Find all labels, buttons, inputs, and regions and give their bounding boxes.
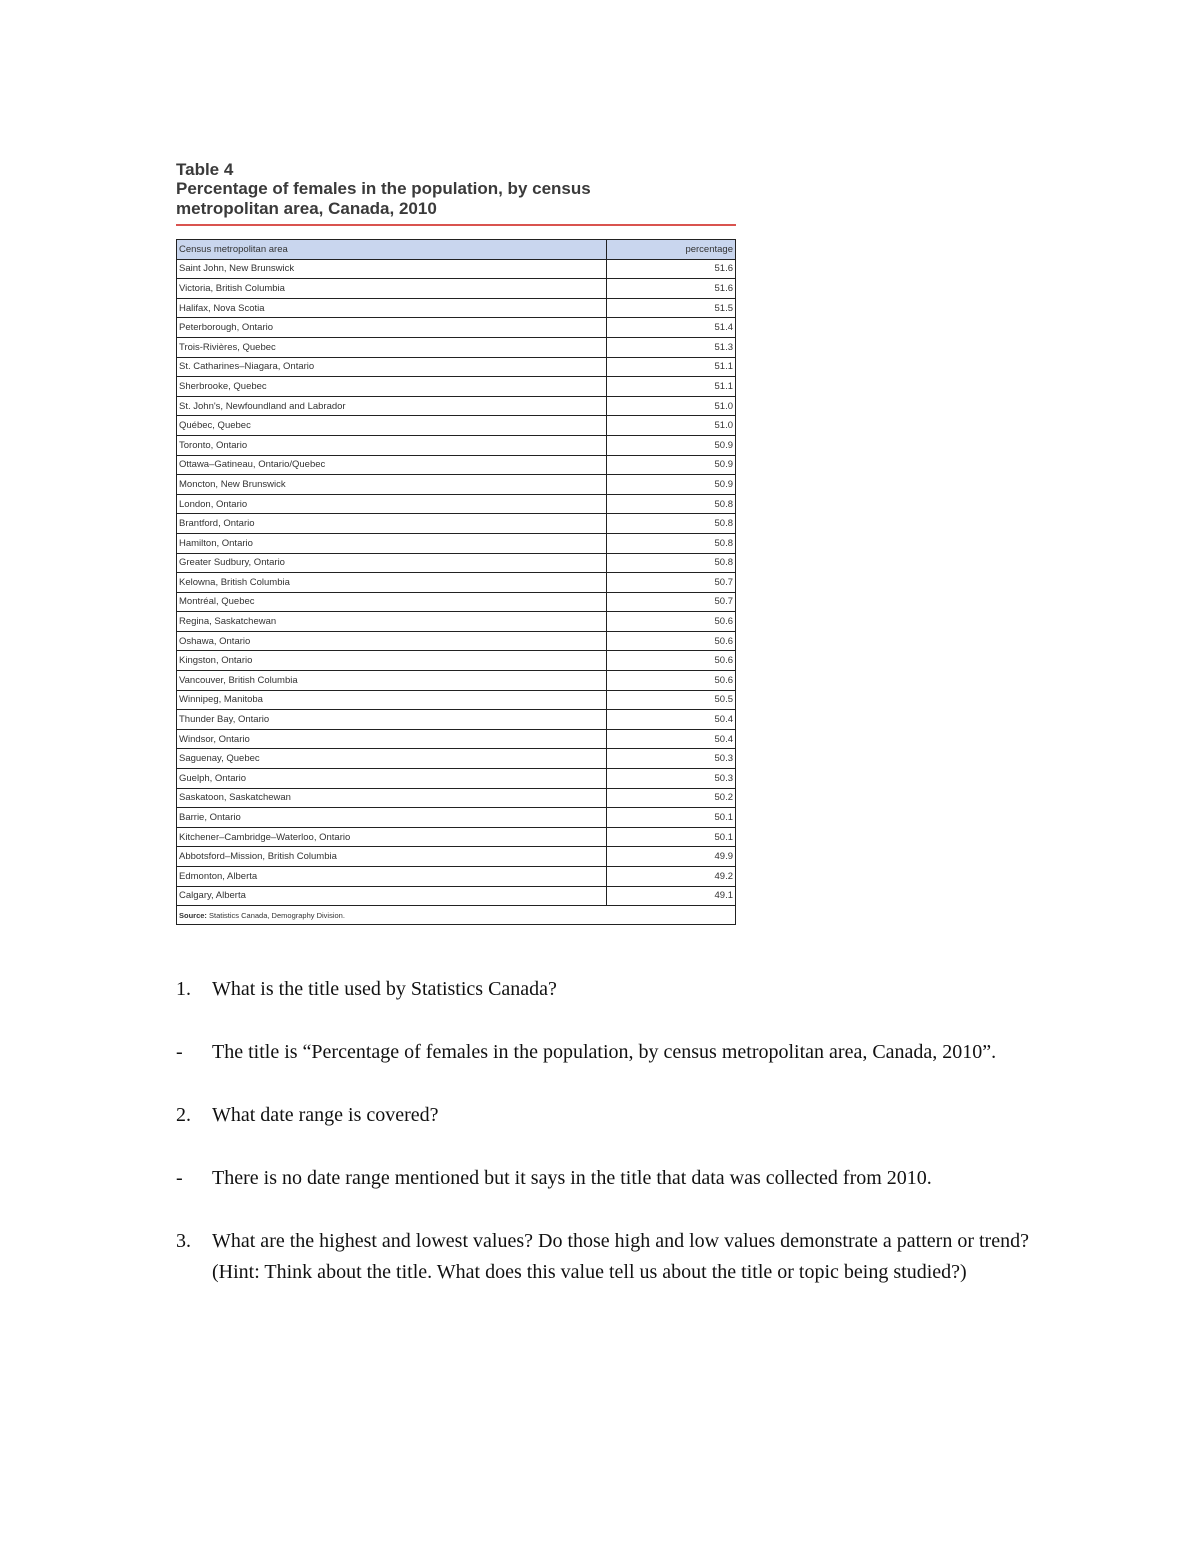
header-percentage: percentage bbox=[607, 240, 736, 260]
area-cell: Greater Sudbury, Ontario bbox=[177, 553, 607, 573]
percentage-cell: 50.1 bbox=[607, 808, 736, 828]
item-marker: 1. bbox=[176, 978, 191, 1000]
percentage-cell: 50.8 bbox=[607, 514, 736, 534]
table-title-line-2: metropolitan area, Canada, 2010 bbox=[176, 199, 437, 218]
area-cell: Saint John, New Brunswick bbox=[177, 259, 607, 279]
area-cell: Guelph, Ontario bbox=[177, 769, 607, 789]
item-marker: - bbox=[176, 1167, 183, 1189]
area-cell: Sherbrooke, Quebec bbox=[177, 377, 607, 397]
area-cell: Hamilton, Ontario bbox=[177, 533, 607, 553]
area-cell: Kingston, Ontario bbox=[177, 651, 607, 671]
item-text: What are the highest and lowest values? Do those high and low values demonstrate a pattern or trend? (Hint: Think about the title. What does this value tell us about the title or topic being studied?) bbox=[212, 1230, 1029, 1283]
header-area: Census metropolitan area bbox=[177, 240, 607, 260]
area-cell: Saguenay, Quebec bbox=[177, 749, 607, 769]
percentage-cell: 51.0 bbox=[607, 416, 736, 436]
percentage-cell: 50.5 bbox=[607, 690, 736, 710]
table-row bbox=[177, 318, 736, 338]
table-row bbox=[177, 455, 736, 475]
percentage-cell: 50.8 bbox=[607, 553, 736, 573]
percentage-cell: 51.6 bbox=[607, 279, 736, 299]
item-marker: - bbox=[176, 1041, 183, 1063]
area-cell: Calgary, Alberta bbox=[177, 886, 607, 906]
item-text: What date range is covered? bbox=[212, 1104, 439, 1126]
table-row bbox=[177, 337, 736, 357]
table-row bbox=[177, 631, 736, 651]
table-row bbox=[177, 259, 736, 279]
area-cell: Barrie, Ontario bbox=[177, 808, 607, 828]
table-row bbox=[177, 553, 736, 573]
source-text: Statistics Canada, Demography Division. bbox=[209, 910, 345, 920]
table-body bbox=[177, 259, 736, 906]
area-cell: Victoria, British Columbia bbox=[177, 279, 607, 299]
table-row bbox=[177, 867, 736, 887]
area-cell: Abbotsford–Mission, British Columbia bbox=[177, 847, 607, 867]
table-row bbox=[177, 377, 736, 397]
percentage-cell: 50.1 bbox=[607, 827, 736, 847]
table-row bbox=[177, 435, 736, 455]
area-cell: Trois-Rivières, Quebec bbox=[177, 337, 607, 357]
table-row bbox=[177, 808, 736, 828]
percentage-cell: 51.5 bbox=[607, 298, 736, 318]
percentage-cell: 51.1 bbox=[607, 357, 736, 377]
table-row bbox=[177, 494, 736, 514]
header-row bbox=[177, 240, 736, 260]
table-row bbox=[177, 651, 736, 671]
table-row bbox=[177, 533, 736, 553]
table-row bbox=[177, 690, 736, 710]
table-row bbox=[177, 357, 736, 377]
area-cell: Brantford, Ontario bbox=[177, 514, 607, 534]
percentage-cell: 50.8 bbox=[607, 494, 736, 514]
area-cell: Halifax, Nova Scotia bbox=[177, 298, 607, 318]
item-marker: 3. bbox=[176, 1230, 191, 1252]
item-marker: 2. bbox=[176, 1104, 191, 1126]
source-note bbox=[177, 906, 736, 925]
table-row bbox=[177, 475, 736, 495]
table-row bbox=[177, 573, 736, 593]
percentage-cell: 49.2 bbox=[607, 867, 736, 887]
area-cell: Québec, Quebec bbox=[177, 416, 607, 436]
area-cell: Vancouver, British Columbia bbox=[177, 671, 607, 691]
percentage-cell: 50.6 bbox=[607, 612, 736, 632]
table-row bbox=[177, 749, 736, 769]
table-row bbox=[177, 788, 736, 808]
question-list bbox=[176, 974, 1076, 1320]
percentage-cell: 50.3 bbox=[607, 769, 736, 789]
percentage-cell: 51.6 bbox=[607, 259, 736, 279]
percentage-cell: 50.6 bbox=[607, 631, 736, 651]
area-cell: Moncton, New Brunswick bbox=[177, 475, 607, 495]
area-cell: Windsor, Ontario bbox=[177, 729, 607, 749]
percentage-cell: 50.2 bbox=[607, 788, 736, 808]
table-row bbox=[177, 416, 736, 436]
item-text: There is no date range mentioned but it says in the title that data was collected from 2010. bbox=[212, 1167, 932, 1189]
percentage-cell: 51.4 bbox=[607, 318, 736, 338]
area-cell: London, Ontario bbox=[177, 494, 607, 514]
area-cell: Toronto, Ontario bbox=[177, 435, 607, 455]
area-cell: Winnipeg, Manitoba bbox=[177, 690, 607, 710]
table-row bbox=[177, 671, 736, 691]
item-text: What is the title used by Statistics Canada? bbox=[212, 978, 557, 1000]
percentage-cell: 49.9 bbox=[607, 847, 736, 867]
table-label: Table 4 bbox=[176, 160, 234, 179]
percentage-cell: 51.1 bbox=[607, 377, 736, 397]
table-row bbox=[177, 710, 736, 730]
area-cell: Thunder Bay, Ontario bbox=[177, 710, 607, 730]
table-row bbox=[177, 827, 736, 847]
area-cell: Edmonton, Alberta bbox=[177, 867, 607, 887]
table-row bbox=[177, 612, 736, 632]
percentage-cell: 50.9 bbox=[607, 435, 736, 455]
percentage-cell: 50.6 bbox=[607, 671, 736, 691]
percentage-cell: 50.9 bbox=[607, 475, 736, 495]
table-row bbox=[177, 729, 736, 749]
title-rule bbox=[176, 224, 736, 226]
percentage-cell: 50.9 bbox=[607, 455, 736, 475]
table-row bbox=[177, 396, 736, 416]
percentage-cell: 50.3 bbox=[607, 749, 736, 769]
area-cell: Peterborough, Ontario bbox=[177, 318, 607, 338]
table-title-line-1: Percentage of females in the population, by census bbox=[176, 179, 591, 198]
percentage-cell: 50.6 bbox=[607, 651, 736, 671]
percentage-cell: 49.1 bbox=[607, 886, 736, 906]
area-cell: St. Catharines–Niagara, Ontario bbox=[177, 357, 607, 377]
percentage-cell: 51.0 bbox=[607, 396, 736, 416]
question-item bbox=[176, 1100, 1076, 1131]
percentage-cell: 50.7 bbox=[607, 592, 736, 612]
table-row bbox=[177, 514, 736, 534]
area-cell: Saskatoon, Saskatchewan bbox=[177, 788, 607, 808]
table-row bbox=[177, 847, 736, 867]
percentage-cell: 50.4 bbox=[607, 710, 736, 730]
table-figure bbox=[176, 160, 736, 925]
percentage-cell: 51.3 bbox=[607, 337, 736, 357]
area-cell: Montréal, Quebec bbox=[177, 592, 607, 612]
data-table bbox=[176, 239, 736, 925]
question-item bbox=[176, 974, 1076, 1005]
percentage-cell: 50.8 bbox=[607, 533, 736, 553]
area-cell: Kitchener–Cambridge–Waterloo, Ontario bbox=[177, 827, 607, 847]
item-text: The title is “Percentage of females in the population, by census metropolitan area, Canada, 2010”. bbox=[212, 1041, 997, 1063]
table-row bbox=[177, 769, 736, 789]
area-cell: Oshawa, Ontario bbox=[177, 631, 607, 651]
source-row bbox=[177, 906, 736, 925]
answer-item bbox=[176, 1037, 1076, 1068]
percentage-cell: 50.4 bbox=[607, 729, 736, 749]
answer-item bbox=[176, 1163, 1076, 1194]
table-row bbox=[177, 298, 736, 318]
question-item bbox=[176, 1226, 1076, 1288]
area-cell: St. John's, Newfoundland and Labrador bbox=[177, 396, 607, 416]
percentage-cell: 50.7 bbox=[607, 573, 736, 593]
table-row bbox=[177, 592, 736, 612]
table-row bbox=[177, 279, 736, 299]
area-cell: Kelowna, British Columbia bbox=[177, 573, 607, 593]
area-cell: Ottawa–Gatineau, Ontario/Quebec bbox=[177, 455, 607, 475]
table-row bbox=[177, 886, 736, 906]
area-cell: Regina, Saskatchewan bbox=[177, 612, 607, 632]
source-label: Source: bbox=[179, 910, 207, 920]
